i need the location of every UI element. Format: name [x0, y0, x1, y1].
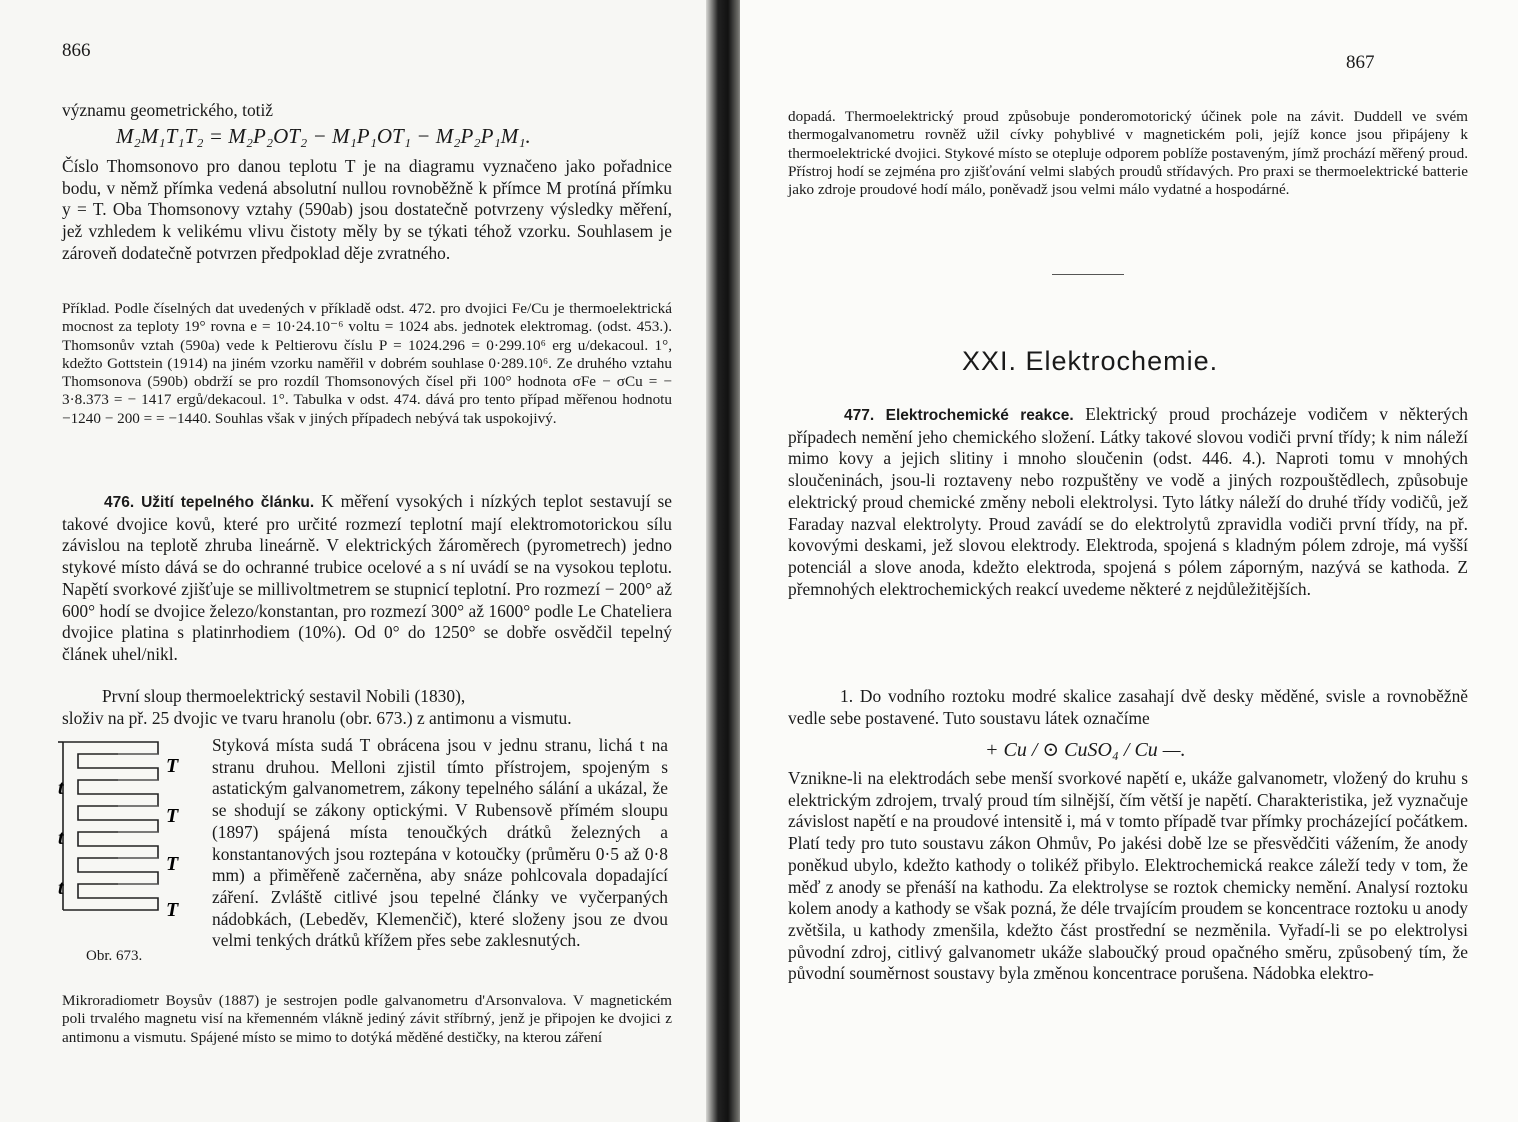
- figure-wrap-paragraph: Styková místa sudá T obrácena jsou v jednu stranu, lichá t na stranu druhou. Melloni zjistil tímto přístrojem, spojeným s astatickým galvanometrem, zákony tepelného sálání a ukázal, že se shodují se zákony optickými. V Rubensově přímém sloupu (1897) spájená místa tenoučkých drátků železných a konstantanových jsou roztepána v kotoučky (průměru 0·5 až 0·8 mm) a přiměřeně začerněna, aby snáze pohlcovala dopadající záření. Zvláště citlivé jsou tepelné články ve vyčerpaných nádobkách, (Lebeděv, Klemenčič), které složeny jsou ze dvou velmi tenkých drátků křížem přes sebe zaklesnutých.: [212, 735, 668, 951]
- page-number: 867: [1346, 52, 1375, 73]
- section-476: [62, 491, 672, 666]
- figure-label-T: T: [166, 755, 179, 777]
- figure-label-T: T: [166, 899, 179, 921]
- paragraph: dopadá. Thermoelektrický proud způsobuje ponderomotorický účinek pole na závit. Duddell ve svém thermogalvanometru rovněž užil cívky pohyblivé v magnetickém poli, jejíž konce jsou připájeny k thermoelektrické dvojici. Stykové místo se otepluje odporem poblíže postaveným, jímž prochází měřený proud. Přístroj hodí se zejména pro zjišťování velmi slabých proudů střídavých. Pro praxi se thermoelektrické batterie jako zdroje proudové hodí málo, poněvadž jsou velmi málo vydatné a hospodárné.: [788, 108, 1468, 199]
- section-title: Elektrochemické reakce.: [885, 407, 1074, 424]
- section-number: 476.: [104, 494, 135, 511]
- figure-label-T: T: [166, 805, 179, 827]
- figure-caption: Obr. 673.: [86, 948, 143, 964]
- figure-label-T: T: [166, 853, 179, 875]
- paragraph: Mikroradiometr Boysův (1887) je sestrojen podle galvanometru d'Arsonvalova. V magnetickém poli trvalého magnetu visí na křemenném vlákně jediný závit stříbrný, jenž je připojen ke dvojici z antimonu a vismutu. Spájené místo se mimo to dotýká měděné destičky, na kterou záření: [62, 992, 672, 1046]
- section-title: Užití tepelného článku.: [141, 494, 315, 511]
- formula: M₂M₁T₁T₂ = M₂P₂OT₂ − M₁P₁OT₁ − M₂P₂P₁M₁.: [116, 124, 531, 148]
- left-page: [0, 0, 722, 1122]
- chapter-title: XXI. Elektrochemie.: [962, 346, 1219, 376]
- paragraph: Číslo Thomsonovo pro danou teplotu T je na diagramu vyznačeno jako pořadnice bodu, v němž přímka vedená absolutní nullou rovnoběžně k přímce M protíná přímku y = T. Oba Thomsonovy vztahy (590ab) jsou dostatečně potvrzeny výsledky měření, jež vzhledem k velikému vlivu čistoty měly by se týkati téhož vzorku. Souhlasem je zároveň dodatečně potvrzen předpoklad děje zvratného.: [62, 156, 672, 263]
- intro-line: významu geometrického, totiž: [62, 100, 274, 120]
- figure-label-t: t: [58, 877, 64, 899]
- section-477: [788, 404, 1468, 600]
- thermopile-figure: [58, 734, 198, 924]
- example-paragraph: Příklad. Podle číselných dat uvedených v příkladě odst. 472. pro dvojici Fe/Cu je thermoelektrická mocnost za teploty 19° rovna e = 10·24.10⁻⁶ voltu = 1024 abs. jednotek elektromag. (odst. 453.). Thomsonův vztah (590a) vede k Peltierovu číslu P = 1024.296 = 0·299.10⁶ erg u/dekacoul. 1°, kdežto Gottstein (1914) na jiném vzorku naměřil v dobrém souhlase 0·289.10⁶. Ze druhého vztahu Thomsonova (590b) obdrží se pro rozdíl Thomsonových čísel při 100° hodnota σFe − σCu = − 3·8.373 = − 1417 ergů/dekacoul. 1°. Tabulka v odst. 474. dává pro tento případ měřenou hodnotu −1240 − 200 = = −1440. Souhlas však v jiných případech nebývá tak uspokojivý.: [62, 300, 672, 427]
- right-page: [740, 0, 1518, 1122]
- text-line: První sloup thermoelektrický sestavil Nobili (1830),: [102, 686, 466, 706]
- figure-label-t: t: [58, 827, 64, 849]
- separator-rule: [1052, 274, 1124, 275]
- paragraph: K měření vysokých i nízkých teplot sestavují se takové dvojice kovů, které pro určité rozmezí teplotní mají elektromotorickou sílu závislou na teplotě zhruba lineárně. V elektrických žároměrech (pyrometrech) jedno stykové místo dává se do ochranné trubice ocelové a s ní uvádí se na vysokou teplotu. Napětí svorkové zjišťuje se millivoltmetrem se stupnicí teplotní. Pro rozmezí − 200° až 600° hodí se dvojice železo/konstantan, pro rozmezí 300° až 1600° podle Le Chateliera dvojice platina s platinrhodiem (10%). Od 0° do 1250° se dobře osvědčil tepelný článek uhel/nikl.: [62, 491, 672, 664]
- formula: + Cu / ⊙ CuSO₄ / Cu —.: [985, 739, 1186, 761]
- paragraph: Vznikne-li na elektrodách sebe menší svorkové napětí e, ukáže galvanometr, vložený do kruhu s elektrickým zdrojem, trvalý proud tím silnější, čím větší je napětí. Charakteristika, jež vyznačuje závislost napětí e na proudové intensitě i, má v tomto případě tvar přímky procházející počátkem. Platí tedy pro tuto soustavu zákon Ohmův, Po jakési době lze se přesvědčiti vážením, že anody poněkud ubylo, kdežto kathody o tolikéž přibylo. Elektrochemická reakce záleží tedy v tom, že měď z anody se přenáší na kathodu. Za elektrolyse se roztok chemicky nemění. Analysí roztoku kolem anody a kathody se však pozná, že déle trvajícím proudem se koncentrace roztoku u anody zvětšila, u kathody zmenšila, kdežto část prostřední se nezměnila. Vyřadí-li se po elektrolysi původní zdroj, citlivý galvanometr ukáže slaboučký proud opačného směru, způsobený tím, že původní souměrnost soustavy byla změnou koncentrace porušena. Nádobka elektro-: [788, 768, 1468, 984]
- list-item: 1. Do vodního roztoku modré skalice zasahají dvě desky měděné, svisle a rovnoběžně vedle sebe postavené. Tuto soustavu látek označíme: [788, 686, 1468, 728]
- figure-label-t: t: [58, 777, 64, 799]
- page-number: 866: [62, 40, 91, 61]
- text-line: složiv na př. 25 dvojic ve tvaru hranolu (obr. 673.) z antimonu a vismutu.: [62, 708, 572, 728]
- paragraph: Elektrický proud procházeje vodičem v některých případech nemění jeho chemického složení. Látky takové slovou vodiči první třídy; k nim náleží mimo kovy a jejich slitiny i mnoho sloučenin (odst. 446. 4.). Naproti tomu v mnohých sloučeninách, jsou-li roztaveny nebo rozpuštěny ve vodě a jiných rozpouštědlech, způsobuje elektrický proud chemické změny neboli elektrolysi. Tyto látky náleží do druhé třídy vodičů, jež Faraday nazval elektrolyty. Proud zavádí se do elektrolytů zpravidla vodiči první třídy, na př. kovovými deskami, jež slovou elektrody. Elektroda, spojená s kladným pólem zdroje, má vyšší potenciál a slove anoda, kdežto elektroda, spojená s pólem záporným, nazývá se kathoda. Z přemnohých elektrochemických reakcí uvedeme některé z nejdůležitějších.: [788, 404, 1468, 599]
- section-number: 477.: [844, 407, 875, 424]
